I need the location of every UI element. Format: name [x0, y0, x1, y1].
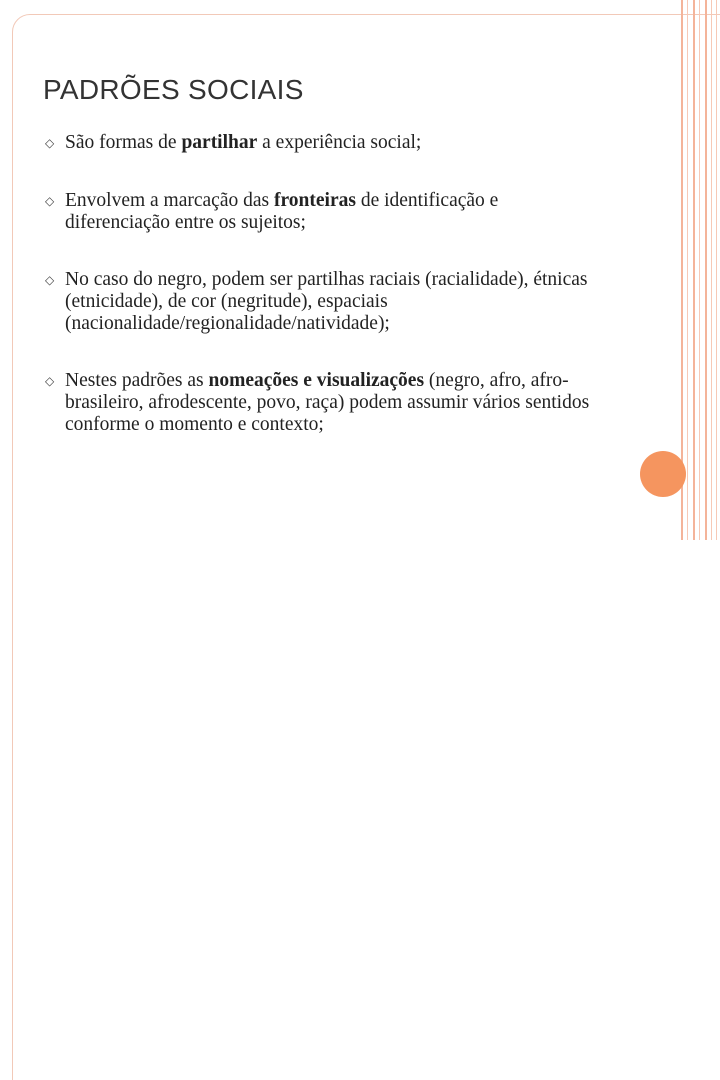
list-item — [45, 370, 605, 436]
list-item — [45, 132, 605, 154]
bullet-text: São formas de partilhar a experiência social; — [65, 132, 422, 153]
bullet-text: Envolvem a marcação das fronteiras de identificação e diferenciação entre os sujeitos; — [65, 190, 499, 233]
decorative-stripe — [687, 0, 688, 540]
list-item — [45, 269, 605, 335]
slide-title: PADRÕES SOCIAIS — [43, 74, 304, 105]
decorative-stripe — [681, 0, 683, 540]
decorative-stripe — [693, 0, 695, 540]
decorative-stripe — [716, 0, 717, 540]
diamond-outline-icon: ◇ — [45, 374, 55, 388]
bullet-text: Nestes padrões as nomeações e visualizações (negro, afro, afro-brasileiro, afrodescente, povo, raça) podem assumir vários sentidos conforme o momento e contexto; — [65, 370, 590, 435]
list-item — [45, 190, 605, 234]
decorative-stripe — [699, 0, 700, 540]
diamond-outline-icon: ◇ — [45, 194, 55, 208]
bullet-list — [45, 132, 605, 436]
decorative-circle — [640, 451, 686, 497]
diamond-outline-icon: ◇ — [45, 273, 55, 287]
bullet-text: No caso do negro, podem ser partilhas raciais (racialidade), étnicas (etnicidade), de cor (negritude), espaciais (nacionalidade/regionalidade/natividade); — [65, 269, 588, 334]
diamond-outline-icon: ◇ — [45, 136, 55, 150]
decorative-stripe — [705, 0, 707, 540]
decorative-stripe — [711, 0, 712, 540]
